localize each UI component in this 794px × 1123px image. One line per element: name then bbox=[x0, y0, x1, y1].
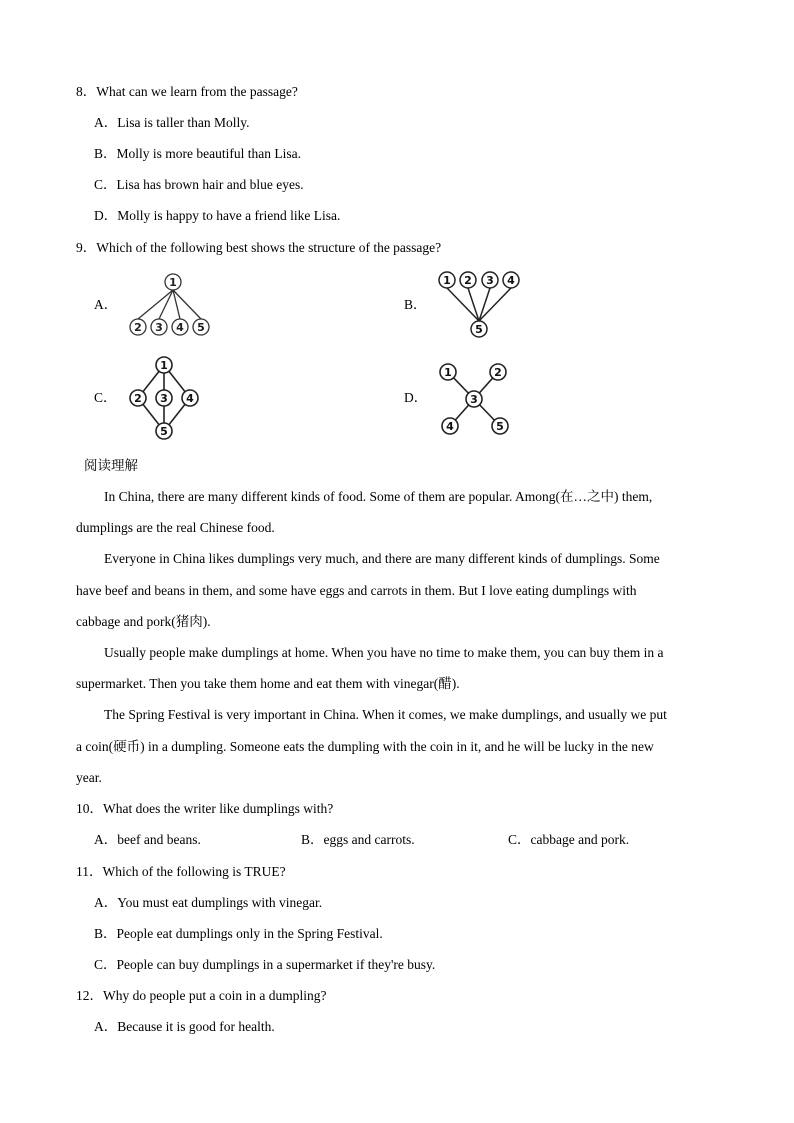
question-8-stem: 8．What can we learn from the passage? bbox=[76, 84, 298, 99]
passage-p3-line2: supermarket. Then you take them home and eat them with vinegar(醋). bbox=[76, 676, 460, 691]
node-5-label: 5 bbox=[160, 425, 168, 438]
node-1-label: 1 bbox=[169, 276, 177, 289]
structure-diagram-a[interactable] bbox=[122, 270, 222, 340]
node-2-label: 2 bbox=[134, 321, 142, 334]
node-4-label: 4 bbox=[446, 420, 454, 433]
question-9-option-b-label[interactable]: B． bbox=[404, 297, 427, 312]
question-11-option-a[interactable]: A．You must eat dumplings with vinegar. bbox=[94, 895, 323, 910]
node-3-label: 3 bbox=[160, 392, 168, 405]
node-5-label: 5 bbox=[197, 321, 205, 334]
question-8-option-d[interactable]: D．Molly is happy to have a friend like Lisa. bbox=[94, 208, 341, 223]
node-5-label: 5 bbox=[475, 323, 483, 336]
passage-p3-line1: Usually people make dumplings at home. When you have no time to make them, you can buy them in a bbox=[104, 645, 664, 660]
node-1-label: 1 bbox=[443, 274, 451, 287]
node-2-label: 2 bbox=[134, 392, 142, 405]
passage-p2-line2: have beef and beans in them, and some have eggs and carrots in them. But I love eating dumplings with bbox=[76, 583, 637, 598]
node-3-label: 3 bbox=[486, 274, 494, 287]
question-8-option-b[interactable]: B．Molly is more beautiful than Lisa. bbox=[94, 146, 301, 161]
structure-diagram-d[interactable] bbox=[426, 355, 522, 441]
node-1-label: 1 bbox=[160, 359, 168, 372]
node-4-label: 4 bbox=[507, 274, 515, 287]
question-12-stem: 12．Why do people put a coin in a dumpling? bbox=[76, 988, 327, 1003]
passage-p2-line1: Everyone in China likes dumplings very much, and there are many different kinds of dumplings. Some bbox=[104, 551, 660, 566]
question-9-option-a-label[interactable]: A． bbox=[94, 297, 118, 312]
question-11-stem: 11．Which of the following is TRUE? bbox=[76, 864, 286, 879]
passage-p4-line1: The Spring Festival is very important in China. When it comes, we make dumplings, and usually we put bbox=[104, 707, 667, 722]
question-9-option-d-label[interactable]: D． bbox=[404, 390, 428, 405]
structure-diagram-c[interactable] bbox=[116, 352, 212, 442]
node-3-label: 3 bbox=[470, 393, 478, 406]
node-4-label: 4 bbox=[176, 321, 184, 334]
question-10-option-c[interactable]: C．cabbage and pork. bbox=[508, 832, 630, 847]
passage-p2-line3: cabbage and pork(猪肉). bbox=[76, 614, 211, 629]
passage-p1-line2: dumplings are the real Chinese food. bbox=[76, 520, 275, 535]
passage-p4-line2: a coin(硬币) in a dumpling. Someone eats the dumpling with the coin in it, and he will be lucky in the new bbox=[76, 739, 654, 754]
question-10-option-a[interactable]: A．beef and beans. bbox=[94, 832, 201, 847]
node-5-label: 5 bbox=[496, 420, 504, 433]
node-2-label: 2 bbox=[464, 274, 472, 287]
question-9-option-c-label[interactable]: C． bbox=[94, 390, 117, 405]
structure-diagram-b[interactable] bbox=[428, 268, 528, 342]
question-8-option-c[interactable]: C．Lisa has brown hair and blue eyes. bbox=[94, 177, 304, 192]
question-11-option-c[interactable]: C．People can buy dumplings in a supermarket if they're busy. bbox=[94, 957, 436, 972]
node-2-label: 2 bbox=[494, 366, 502, 379]
question-10-option-b[interactable]: B．eggs and carrots. bbox=[301, 832, 415, 847]
node-3-label: 3 bbox=[155, 321, 163, 334]
question-10-stem: 10．What does the writer like dumplings with? bbox=[76, 801, 334, 816]
question-9-stem: 9．Which of the following best shows the structure of the passage? bbox=[76, 240, 442, 255]
node-4-label: 4 bbox=[186, 392, 194, 405]
question-11-option-b[interactable]: B．People eat dumplings only in the Spring Festival. bbox=[94, 926, 383, 941]
passage-p4-line3: year. bbox=[76, 770, 102, 785]
node-1-label: 1 bbox=[444, 366, 452, 379]
question-12-option-a[interactable]: A．Because it is good for health. bbox=[94, 1019, 275, 1034]
question-8-option-a[interactable]: A．Lisa is taller than Molly. bbox=[94, 115, 250, 130]
section-title: 阅读理解 bbox=[84, 458, 138, 473]
passage-p1-line1: In China, there are many different kinds of food. Some of them are popular. Among(在…之中) them, bbox=[104, 489, 653, 504]
